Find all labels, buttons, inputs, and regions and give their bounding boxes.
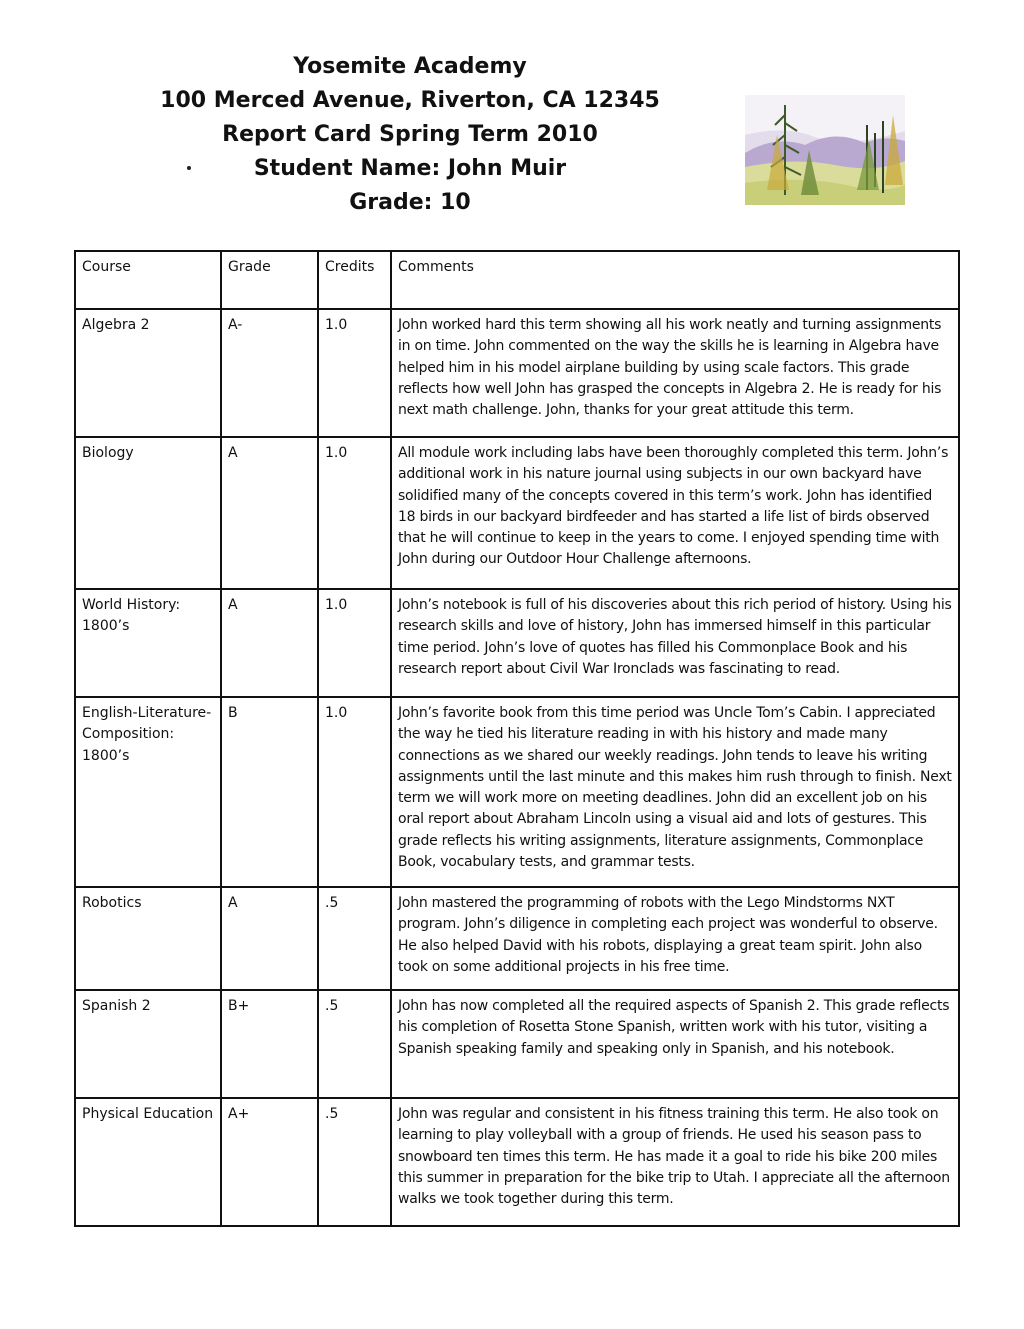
credits-cell: 1.0	[318, 589, 391, 697]
school-name: Yosemite Academy	[293, 54, 527, 79]
comment-cell: John has now completed all the required aspects of Spanish 2. This grade reflects his completion of Rosetta Stone Spanish, written work with his tutor, visiting a Spanish speaking family and speaking only in Spanish, and his notebook.	[391, 990, 959, 1098]
term-title: Report Card Spring Term 2010	[222, 122, 598, 147]
table-row	[75, 887, 959, 990]
course-cell: World History: 1800’s	[75, 589, 221, 697]
comment-cell: John worked hard this term showing all his work neatly and turning assignments in on time. John commented on the way the skills he is learning in Algebra have helped him in his model airplane building by using scale factors. This grade reflects how well John has grasped the concepts in Algebra 2. He is ready for his next math challenge. John, thanks for your great attitude this term.	[391, 309, 959, 437]
credits-cell: .5	[318, 990, 391, 1098]
table-row	[75, 1098, 959, 1226]
table-header-row	[75, 251, 959, 309]
comment-cell: John mastered the programming of robots with the Lego Mindstorms NXT program. John’s diligence in completing each project was wonderful to observe. He also helped David with his robots, displaying a great team spirit. John also took on some additional projects in his free time.	[391, 887, 959, 990]
grade-cell: A-	[221, 309, 318, 437]
report-header	[110, 50, 710, 220]
credits-cell: 1.0	[318, 437, 391, 589]
school-address: 100 Merced Avenue, Riverton, CA 12345	[160, 88, 660, 113]
course-cell: Physical Education	[75, 1098, 221, 1226]
table-row	[75, 990, 959, 1098]
header-comments: Comments	[391, 251, 959, 309]
comment-cell: John’s favorite book from this time period was Uncle Tom’s Cabin. I appreciated the way he tied his literature reading in with his history and made many connections as we shared our weekly readings. John tends to leave his writing assignments until the last minute and this makes him rush through to finish. Next term we will work more on meeting deadlines. John did an excellent job on his oral report about Abraham Lincoln using a visual aid and lots of gestures. This grade reflects his writing assignments, literature assignments, Commonplace Book, vocabulary tests, and grammar tests.	[391, 697, 959, 887]
landscape-trees-icon	[745, 95, 905, 205]
grade-cell: A	[221, 437, 318, 589]
grade-cell: A	[221, 887, 318, 990]
course-cell: Robotics	[75, 887, 221, 990]
table-row	[75, 697, 959, 887]
course-cell: Biology	[75, 437, 221, 589]
grade-cell: A+	[221, 1098, 318, 1226]
header-course: Course	[75, 251, 221, 309]
header-credits: Credits	[318, 251, 391, 309]
credits-cell: .5	[318, 887, 391, 990]
report-card-table	[74, 250, 960, 1227]
grade-cell: B	[221, 697, 318, 887]
table-row	[75, 437, 959, 589]
stray-mark	[187, 166, 191, 170]
grade-cell: A	[221, 589, 318, 697]
grade-cell: B+	[221, 990, 318, 1098]
comment-cell: John’s notebook is full of his discoveries about this rich period of history. Using his research skills and love of history, John has immersed himself in this particular time period. John’s love of quotes has filled his Commonplace Book and his research report about Civil War Ironclads was fascinating to read.	[391, 589, 959, 697]
credits-cell: 1.0	[318, 697, 391, 887]
comment-cell: All module work including labs have been thoroughly completed this term. John’s additional work in his nature journal using subjects in our own backyard have solidified many of the concepts covered in this term’s work. John has identified 18 birds in our backyard birdfeeder and has started a life list of birds observed that he will continue to keep in the years to come. I enjoyed spending time with John during our Outdoor Hour Challenge afternoons.	[391, 437, 959, 589]
student-grade: Grade: 10	[349, 190, 471, 215]
course-cell: Algebra 2	[75, 309, 221, 437]
table-row	[75, 309, 959, 437]
course-cell: English-Literature- Composition: 1800’s	[75, 697, 221, 887]
credits-cell: 1.0	[318, 309, 391, 437]
comment-cell: John was regular and consistent in his fitness training this term. He also took on learning to play volleyball with a group of friends. He used his season pass to snowboard ten times this term. He has made it a goal to ride his bike 200 miles this summer in preparation for the bike trip to Utah. I appreciate all the afternoon walks we took together during this term.	[391, 1098, 959, 1226]
header-grade: Grade	[221, 251, 318, 309]
table-row	[75, 589, 959, 697]
student-name: Student Name: John Muir	[253, 156, 567, 181]
course-cell: Spanish 2	[75, 990, 221, 1098]
credits-cell: .5	[318, 1098, 391, 1226]
